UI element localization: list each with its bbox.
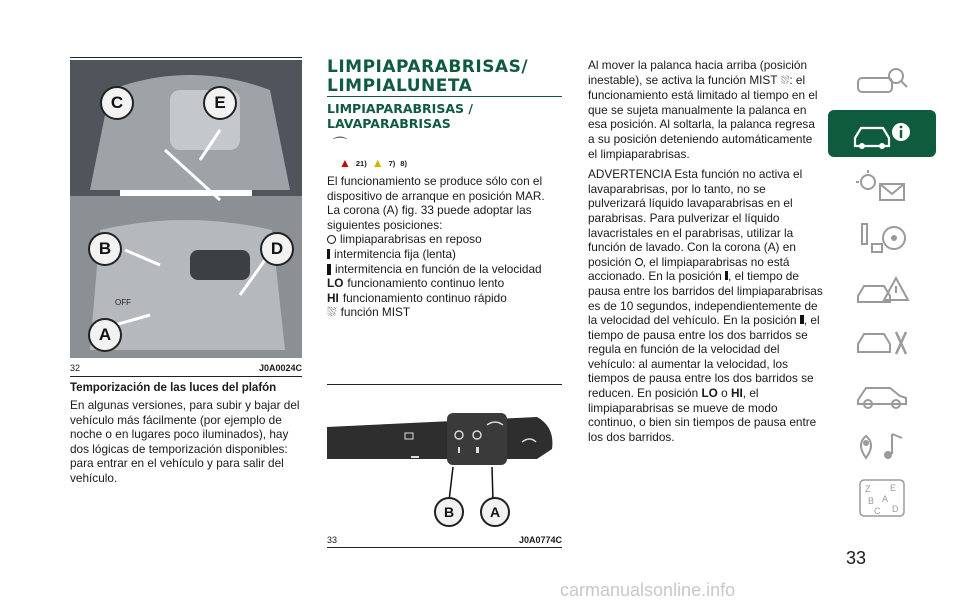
svg-text:C: C <box>874 505 881 516</box>
double-dash-icon <box>327 264 331 275</box>
wiper-symbol-icon: ⌒ <box>333 136 347 152</box>
mist-icon-inline: ⛆ <box>780 74 790 87</box>
warning-ref-8: 8) <box>400 158 407 168</box>
figure-caption <box>70 363 302 373</box>
callout-d: D <box>260 232 294 266</box>
single-dash-icon <box>327 249 330 259</box>
light-envelope-icon <box>852 168 912 204</box>
car-side-icon <box>852 376 912 412</box>
circle-icon-inline <box>635 258 643 266</box>
figure-number-33: 33 <box>327 535 338 545</box>
lo-code: LO <box>327 276 344 291</box>
option-fixed-interval: intermitencia fija (lenta) <box>327 247 562 262</box>
callout-a: A <box>88 318 122 352</box>
figure-code-33: J0A0774C <box>518 535 562 545</box>
hi-code-inline: HI <box>730 386 743 401</box>
option-lo: LO funcionamiento continuo lento <box>327 276 505 291</box>
sidebar-item-safety[interactable] <box>828 162 936 209</box>
caution-triangle-icon: ▲ <box>371 156 384 170</box>
sidebar-item-multimedia[interactable] <box>828 422 936 469</box>
caption-rule <box>70 376 302 377</box>
warning-ref-7: 7) <box>388 158 396 168</box>
sidebar-item-maintenance[interactable] <box>828 318 936 365</box>
alphabet-index-icon <box>852 478 912 518</box>
option-rest: limpiaparabrisas en reposo <box>327 232 562 247</box>
section-title: LIMPIAPARABRISAS/ <box>327 57 529 77</box>
sidebar-item-know-vehicle[interactable] <box>828 58 936 105</box>
svg-text:E: E <box>890 482 897 493</box>
car-info-icon <box>849 116 915 152</box>
subsection-title-2: LAVAPARABRISAS <box>327 116 451 131</box>
figure-code: J0A0024C <box>258 363 302 373</box>
figure-number: 32 <box>70 363 81 373</box>
figure-bottom-rule <box>327 547 562 548</box>
svg-text:A: A <box>882 493 889 504</box>
circle-icon <box>327 235 336 244</box>
option-mist: ⛆ función MIST <box>327 305 411 320</box>
svg-text:B: B <box>868 495 875 506</box>
sidebar-item-index[interactable] <box>828 474 936 521</box>
title-rule <box>327 96 562 97</box>
callout-a-wiper: A <box>480 497 510 527</box>
figure-top-rule <box>327 384 562 385</box>
paragraph-1: El funcionamiento se produce sólo con el dispositivo de arranque en posición MAR. <box>327 174 545 203</box>
right-column <box>588 58 824 444</box>
wiper-stalk-figure <box>327 387 562 529</box>
callout-c: C <box>100 86 134 120</box>
ceiling-light-figure <box>70 60 302 358</box>
tools-steering-icon <box>852 220 912 256</box>
callout-e: E <box>203 86 237 120</box>
subheading: Temporización de las luces del plafón <box>70 382 277 394</box>
callout-b: B <box>88 232 122 266</box>
hi-code: HI <box>327 290 339 305</box>
warning-paragraph: ADVERTENCIA Esta función no activa el lavaparabrisas, por lo tanto, no se pulverizará líquido lavaparabrisas en el parabrisas. Para pulverizar el líquido lavacristales en el parabrisas, utilizar la función de lavado. Con la corona (A) en posición , el limpiaparabrisas no está accionado. En la posición , el tiempo de pausa entre los barridos del limpiaparabrisas es de 10 segundos, independientemente de la velocidad del vehículo. En la posición , el tiempo de pausa entre los dos barridos se regula en función de la velocidad del vehículo: al aumentar la velocidad, los tiempos de pausa entre los dos barridos se reducen. En posición LO o HI, el limpiaparabrisas se mueve de modo continuo, o bien sin tiempos de pausa entre los dos barridos. <box>588 167 823 444</box>
sidebar-item-emergency[interactable] <box>828 266 936 313</box>
footer-watermark: carmanualsonline.info <box>560 580 736 600</box>
figure-caption-33 <box>327 535 562 545</box>
lo-code-inline: LO <box>701 386 718 401</box>
warning-ref-21: 21) <box>355 158 367 168</box>
warning-triangle-icon: ▲ <box>339 156 351 170</box>
svg-text:Z: Z <box>865 483 871 494</box>
sidebar-item-specifications[interactable] <box>828 370 936 417</box>
option-hi: HI funcionamiento continuo rápido <box>327 290 507 305</box>
mist-icon: ⛆ <box>327 305 337 320</box>
subsection-title: LIMPIAPARABRISAS / <box>327 101 473 116</box>
warning-refs <box>339 156 407 170</box>
car-tools-icon <box>852 324 912 360</box>
option-speed-interval: intermitencia en función de la velocidad <box>327 262 562 277</box>
car-warning-icon <box>852 272 912 308</box>
paragraph-2: La corona (A) fig. 33 puede adoptar las siguientes posiciones: <box>327 203 532 232</box>
callout-b-wiper: B <box>434 497 464 527</box>
page-number: 33 <box>846 548 867 568</box>
svg-text:D: D <box>892 503 899 514</box>
top-rule <box>70 57 302 58</box>
body-text: En algunas versiones, para subir y bajar del vehículo más fácilmente (por ejemplo de noche o en lugares poco iluminados), hay dos lógicas de temporización disponibles: para entrar en el vehículo y para salir del vehículo. <box>70 398 300 485</box>
section-title-2: LIMPIALUNETA <box>327 76 473 96</box>
sidebar-item-dashboard[interactable] <box>828 110 936 157</box>
off-label: OFF <box>115 298 131 307</box>
chapter-sidebar <box>828 58 936 526</box>
sidebar-item-starting[interactable] <box>828 214 936 261</box>
map-music-icon <box>852 428 912 464</box>
warning-row <box>333 134 347 154</box>
mist-paragraph: Al mover la palanca hacia arriba (posición inestable), se activa la función MIST ⛆: el funcionamiento está limitado al tiempo en el que se sujeta manualmente la palanca en esa posición. Al soltarla, la palanca regresa a su posición deteniendo automáticamente el limpiaparabrisas. <box>588 58 818 161</box>
car-search-icon <box>852 64 912 100</box>
